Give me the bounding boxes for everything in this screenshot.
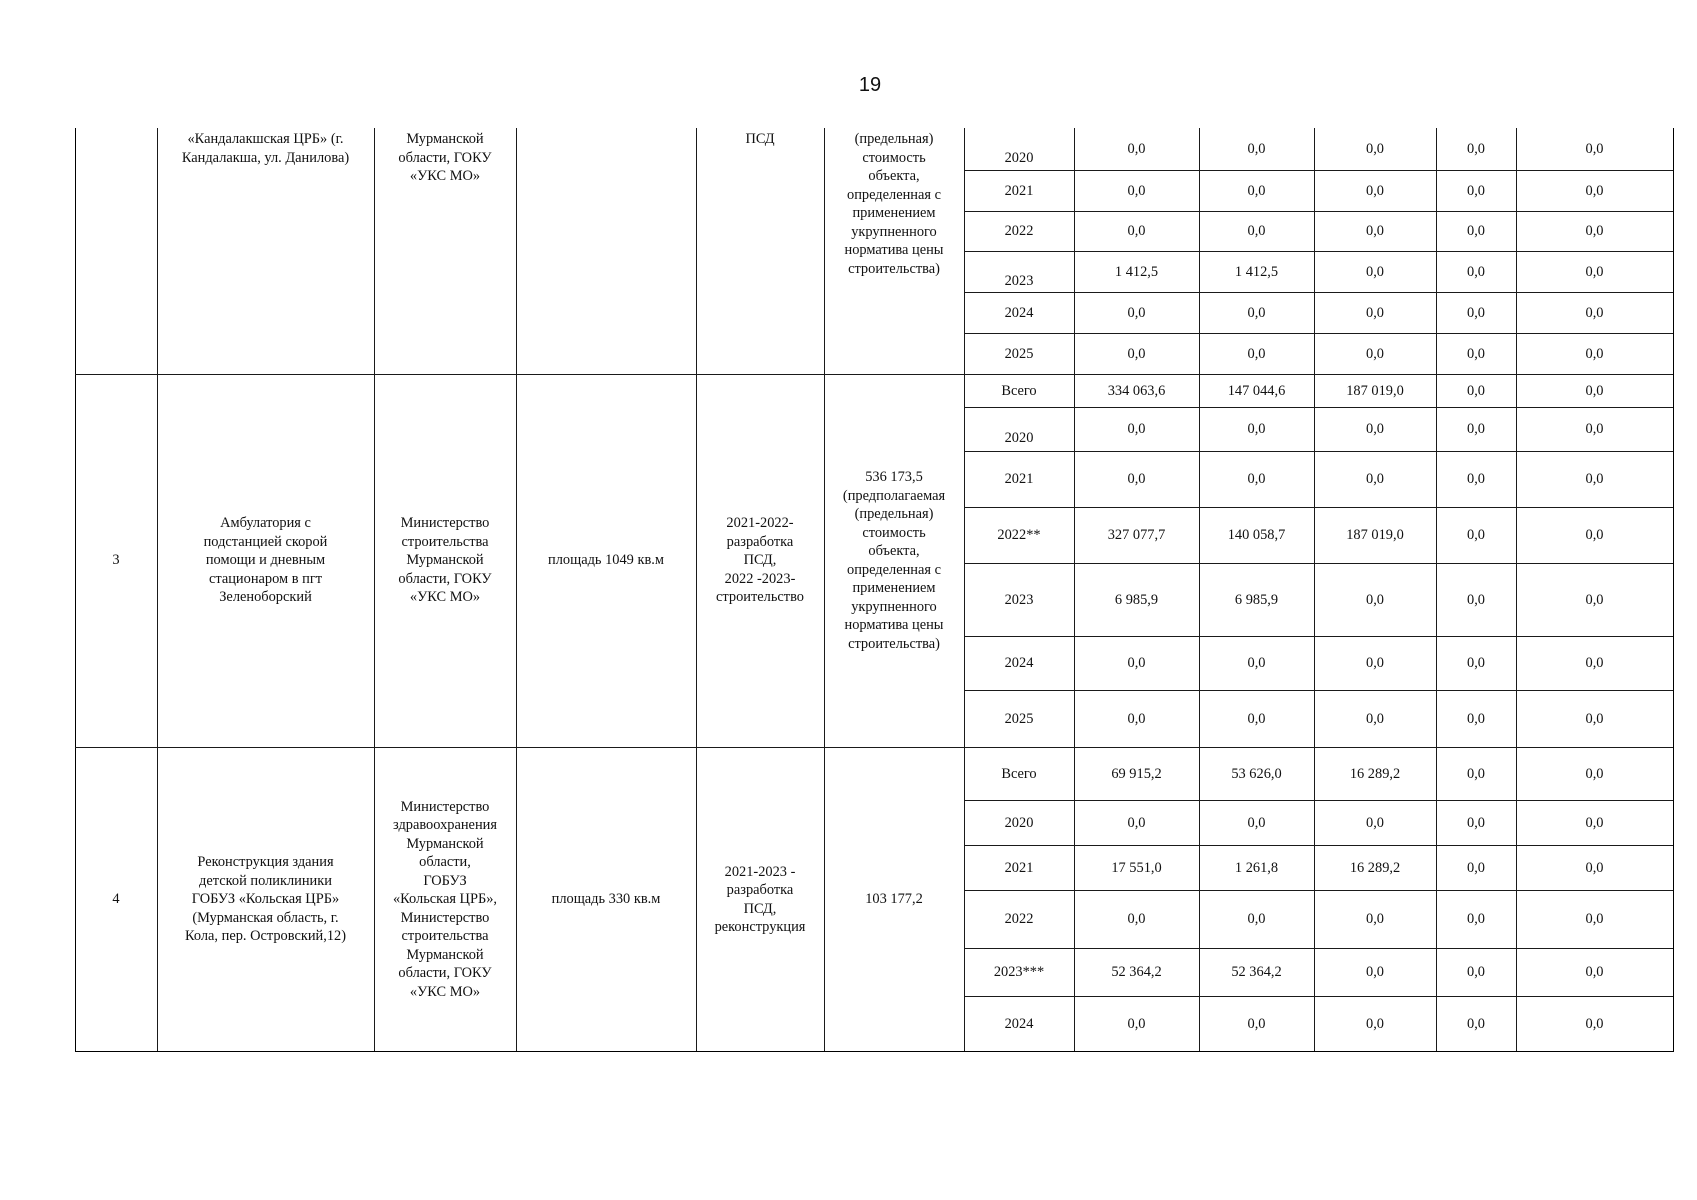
value-cell: 0,0 [1127, 304, 1146, 321]
year-label: 2021 [1004, 182, 1034, 199]
value-cell: 0,0 [1127, 814, 1146, 831]
value-cell: 0,0 [1366, 345, 1384, 362]
value-cell: 0,0 [1127, 471, 1146, 487]
value-cell: 0,0 [1585, 527, 1604, 543]
value-cell: 0,0 [1247, 421, 1266, 437]
value-cell: 0,0 [1467, 655, 1485, 671]
year-label: 2025 [1004, 710, 1034, 727]
value-cell: 1 261,8 [1234, 859, 1279, 876]
cell-object: Реконструкция здания детской поликлиники ГОБУЗ «Кольская ЦРБ» (Мурманская область, г. Кола, пер. Островский,12) [184, 854, 347, 945]
value-cell: 0,0 [1247, 655, 1266, 671]
value-cell: 0,0 [1467, 814, 1485, 831]
value-cell: 53 626,0 [1231, 765, 1282, 782]
year-label: 2022 [1004, 911, 1034, 927]
value-cell: 0,0 [1366, 471, 1384, 487]
value-cell: 0,0 [1467, 765, 1485, 782]
year-label: 2021 [1004, 471, 1034, 487]
value-cell: 0,0 [1366, 304, 1384, 321]
year-label: 2022 [1004, 223, 1034, 239]
cell-capacity: площадь 1049 кв.м [548, 552, 664, 569]
value-cell: 0,0 [1247, 1016, 1266, 1032]
value-cell: 0,0 [1585, 814, 1604, 831]
value-cell: 0,0 [1127, 911, 1146, 927]
value-cell: 0,0 [1467, 964, 1485, 980]
year-label: 2024 [1004, 655, 1034, 671]
value-cell: 0,0 [1585, 710, 1604, 727]
value-cell: 0,0 [1585, 471, 1604, 487]
value-cell: 0,0 [1467, 527, 1485, 543]
cell-stages: 2021-2023 - разработка ПСД, реконструкция [714, 863, 806, 935]
year-row-divider [964, 948, 1673, 949]
year-row-divider [964, 451, 1673, 452]
value-cell: 0,0 [1366, 911, 1384, 927]
value-cell: 0,0 [1585, 182, 1604, 199]
cell-object: Амбулатория с подстанцией скорой помощи и дневным стационаром в пгт Зеленоборский [203, 515, 328, 606]
year-row-divider [964, 996, 1673, 997]
value-cell: 1 412,5 [1234, 263, 1279, 280]
cell-object: «Кандалакшская ЦРБ» (г. Кандалакша, ул. Данилова) [181, 131, 350, 166]
value-cell: 0,0 [1467, 710, 1485, 727]
value-cell: 69 915,2 [1111, 765, 1162, 782]
cell-cost: 103 177,2 [865, 891, 923, 908]
value-cell: 0,0 [1585, 859, 1604, 876]
value-cell: 0,0 [1467, 382, 1485, 399]
value-cell: 0,0 [1247, 182, 1266, 199]
value-cell: 0,0 [1467, 1016, 1485, 1032]
year-label: 2023 [1004, 272, 1034, 289]
year-label: 2023*** [993, 964, 1045, 980]
value-cell: 0,0 [1366, 814, 1384, 831]
value-cell: 0,0 [1127, 182, 1146, 199]
cell-customer: Министерство строительства Мурманской области, ГОКУ «УКС МО» [398, 515, 492, 606]
value-cell: 0,0 [1585, 1016, 1604, 1032]
value-cell: 0,0 [1585, 263, 1604, 280]
value-cell: 0,0 [1585, 382, 1604, 399]
value-cell: 0,0 [1585, 141, 1604, 157]
value-cell: 0,0 [1127, 710, 1146, 727]
year-label: 2024 [1004, 1016, 1034, 1032]
column-divider [1673, 128, 1674, 1052]
cell-stages: ПСД [745, 131, 775, 147]
year-label: 2023 [1004, 591, 1034, 608]
cell-number: 3 [112, 552, 120, 569]
value-cell: 0,0 [1366, 182, 1384, 199]
value-cell: 187 019,0 [1346, 527, 1404, 543]
cell-number [75, 130, 157, 374]
year-row-divider [964, 251, 1673, 252]
value-cell: 0,0 [1366, 223, 1384, 239]
value-cell: 0,0 [1467, 182, 1485, 199]
page-number: 19 [858, 74, 882, 96]
value-cell: 0,0 [1467, 304, 1485, 321]
value-cell: 0,0 [1127, 1016, 1146, 1032]
value-cell: 0,0 [1247, 471, 1266, 487]
year-row-divider [964, 845, 1673, 846]
year-label: 2021 [1004, 859, 1034, 876]
value-cell: 0,0 [1585, 591, 1604, 608]
year-label: 2022** [997, 527, 1041, 543]
cell-capacity [516, 130, 696, 374]
year-row-divider [964, 507, 1673, 508]
cell-number: 4 [112, 891, 120, 908]
year-label: 2020 [1004, 814, 1034, 831]
cell-customer: Министерство здравоохранения Мурманской области, ГОБУЗ «Кольская ЦРБ», Министерство строительства Мурманской области, ГОКУ «УКС МО» [392, 798, 498, 1000]
value-cell: 0,0 [1366, 655, 1384, 671]
value-cell: 0,0 [1467, 421, 1485, 437]
value-cell: 0,0 [1467, 911, 1485, 927]
year-row-divider [964, 563, 1673, 564]
value-cell: 0,0 [1247, 911, 1266, 927]
value-cell: 0,0 [1467, 141, 1485, 157]
value-cell: 0,0 [1127, 421, 1146, 437]
value-cell: 0,0 [1247, 141, 1266, 157]
value-cell: 0,0 [1366, 141, 1384, 157]
year-row-divider [964, 292, 1673, 293]
investment-objects-table [75, 128, 1673, 1052]
value-cell: 0,0 [1127, 223, 1146, 239]
cell-stages: 2021-2022- разработка ПСД, 2022 -2023- строительство [716, 515, 804, 606]
value-cell: 1 412,5 [1114, 263, 1159, 280]
year-row-divider [964, 170, 1673, 171]
value-cell: 0,0 [1366, 591, 1384, 608]
value-cell: 0,0 [1366, 964, 1384, 980]
cell-cost: (предельная) стоимость объекта, определенная с применением укрупненного норматива цены строительства) [844, 131, 944, 277]
value-cell: 16 289,2 [1349, 859, 1401, 876]
value-cell: 0,0 [1247, 304, 1266, 321]
year-row-divider [964, 690, 1673, 691]
value-cell: 0,0 [1585, 223, 1604, 239]
value-cell: 0,0 [1247, 345, 1266, 362]
value-cell: 0,0 [1585, 911, 1604, 927]
year-row-divider [964, 211, 1673, 212]
value-cell: 0,0 [1366, 263, 1384, 280]
year-label: 2020 [1004, 430, 1034, 446]
year-row-divider [964, 333, 1673, 334]
year-label: 2025 [1004, 345, 1034, 362]
value-cell: 52 364,2 [1231, 964, 1282, 980]
value-cell: 0,0 [1585, 421, 1604, 437]
value-cell: 6 985,9 [1234, 591, 1279, 608]
year-row-divider [964, 800, 1673, 801]
value-cell: 0,0 [1585, 304, 1604, 321]
year-row-divider [964, 407, 1673, 408]
year-label: Всего [1001, 382, 1037, 399]
value-cell: 0,0 [1366, 1016, 1384, 1032]
value-cell: 147 044,6 [1227, 382, 1286, 399]
value-cell: 0,0 [1467, 471, 1485, 487]
value-cell: 6 985,9 [1114, 591, 1159, 608]
value-cell: 0,0 [1467, 223, 1485, 239]
value-cell: 0,0 [1366, 421, 1384, 437]
value-cell: 0,0 [1585, 655, 1604, 671]
value-cell: 0,0 [1467, 263, 1485, 280]
value-cell: 0,0 [1467, 859, 1485, 876]
year-label: 2020 [1004, 150, 1034, 166]
value-cell: 0,0 [1585, 765, 1604, 782]
value-cell: 140 058,7 [1227, 527, 1286, 543]
value-cell: 334 063,6 [1107, 382, 1166, 399]
year-label: Всего [1001, 765, 1037, 782]
year-row-divider [964, 890, 1673, 891]
cell-cost: 536 173,5 (предполагаемая (предельная) стоимость объекта, определенная с применением укрупненного норматива цены строительства) [842, 469, 946, 652]
value-cell: 0,0 [1247, 223, 1266, 239]
year-label: 2024 [1004, 304, 1034, 321]
value-cell: 0,0 [1127, 141, 1146, 157]
year-row-divider [964, 636, 1673, 637]
value-cell: 327 077,7 [1107, 527, 1166, 543]
value-cell: 52 364,2 [1111, 964, 1162, 980]
value-cell: 0,0 [1585, 345, 1604, 362]
value-cell: 0,0 [1127, 655, 1146, 671]
value-cell: 16 289,2 [1349, 765, 1401, 782]
value-cell: 0,0 [1467, 345, 1485, 362]
value-cell: 0,0 [1585, 964, 1604, 980]
value-cell: 0,0 [1247, 710, 1266, 727]
value-cell: 0,0 [1247, 814, 1266, 831]
cell-customer: Мурманской области, ГОКУ «УКС МО» [398, 131, 492, 184]
value-cell: 187 019,0 [1346, 382, 1404, 399]
value-cell: 0,0 [1366, 710, 1384, 727]
value-cell: 17 551,0 [1111, 859, 1162, 876]
value-cell: 0,0 [1467, 591, 1485, 608]
cell-capacity: площадь 330 кв.м [551, 891, 661, 908]
value-cell: 0,0 [1127, 345, 1146, 362]
